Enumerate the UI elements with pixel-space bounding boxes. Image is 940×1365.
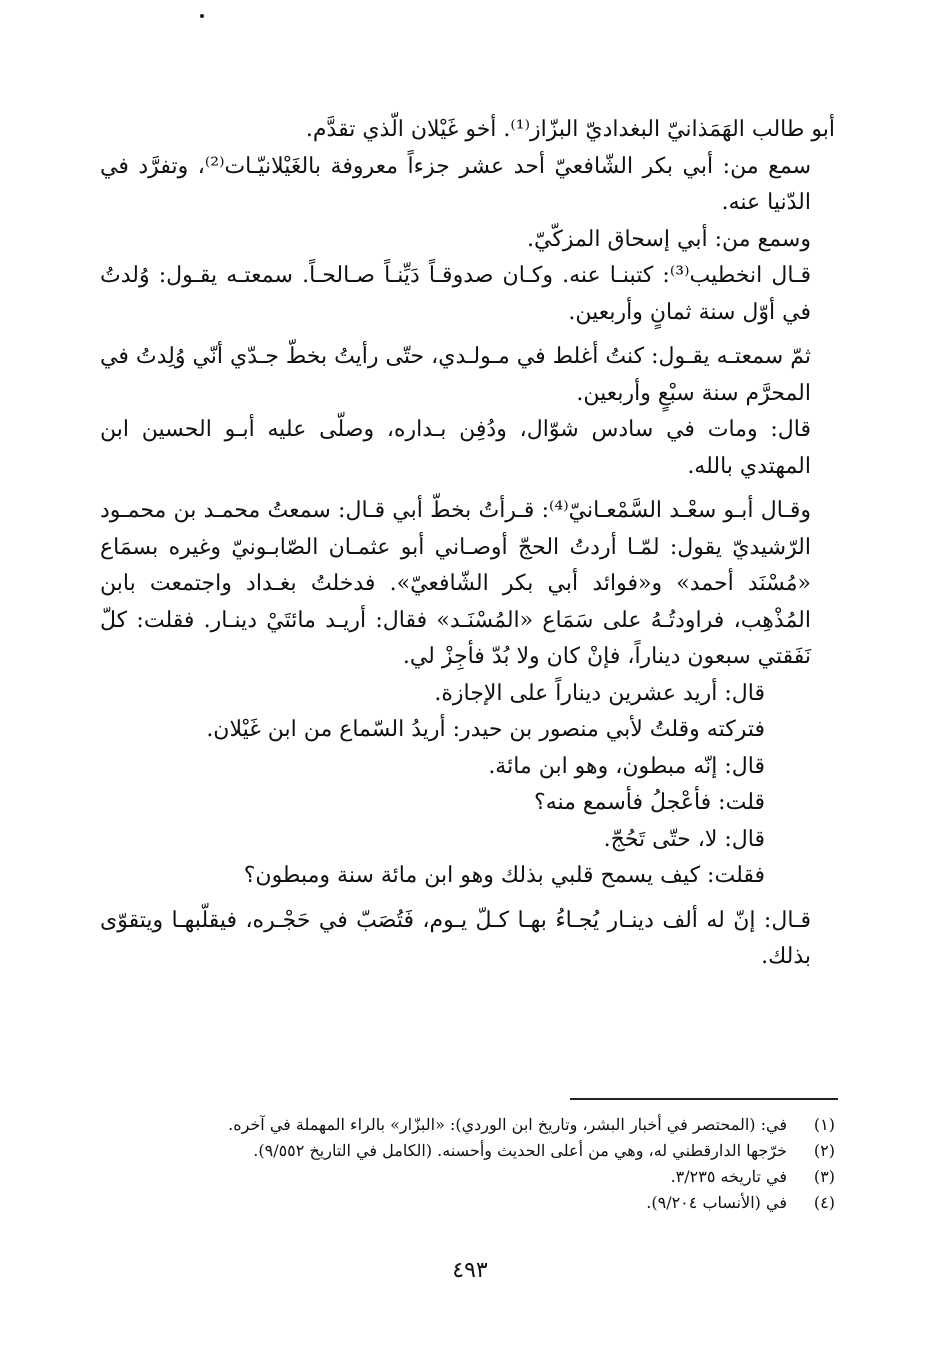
paragraph: قـال انخطيب⁽³⁾: كتبنـا عنه. وكـان صدوقـاً دَيِّنـاً صـالحـاً. سمعتـه يقـول: وُلدتُ في أوّل سنة ثمانٍ وأربعين. (100, 263, 811, 325)
footnote-number: (٣) (813, 1167, 835, 1186)
dialog-line: قلت: فأعْجلُ فأسمع منه؟ (534, 790, 765, 815)
dialog-line: قال: لا، حتّى تَحُجّ. (603, 826, 765, 852)
footnote (100, 1164, 835, 1190)
footnote-divider (570, 1098, 838, 1100)
footnote-text: في (الأنساب ٩/٢٠٤). (646, 1193, 787, 1212)
page-number: ٤٩٣ (452, 1258, 488, 1283)
dialog-line: فقلت: كيف يسمح قلبي بذلك وهو ابن مائة سنة ومبطون؟ (243, 863, 765, 888)
footnotes (100, 1112, 835, 1216)
paragraph: ثمّ سمعتـه يقـول: كنتُ أغلط في مـولـدي، حتّى رأيتُ بخطّ جـدّي أنّي وُلِدتُ في المحرَّم سنة سبْعٍ وأربعين. (100, 344, 811, 406)
stray-dot-mark (200, 14, 204, 18)
footnote-text: في تاريخه ٣/٢٣٥. (670, 1167, 787, 1186)
dialog-line: قال: أريد عشرين ديناراً على الإجازة. (434, 680, 765, 706)
footnote-text: في: (المحتصر في أخبار البشر، وتاريخ ابن الوردي): «البزّار» بالراء المهملة في آخره. (228, 1115, 787, 1134)
footnote-text: خرّجها الدارقطني له، وهي من أعلى الحديث وأحسنه. (الكامل في التاريخ ٩/٥٥٢). (253, 1141, 787, 1160)
paragraph: وسمع من: أبي إسحاق المزكّيّ. (527, 226, 811, 252)
paragraph: وقـال أبـو سعْـد السَّمْعـانيّ⁽⁴⁾: قـرأتُ بخطّ أبي قـال: سمعتُ محمـد بن محمـود الرّشيديّ يقول: لمّـا أردتُ الحجّ أوصـاني أبو عثمـان الصّابـونيّ وغيره بسمَاع «مُسْنَد أحمد» و«فوائد أبي بكر الشّافعيّ». فدخلتُ بغـداد واجتمعت بابن المُذْهِب، فراودتُـهُ على سَمَاع «المُسْنَـد» فقال: أريـد مائتَيْ دينـار. فقلت: كلّ نَفَقتي سبعون ديناراً، فإنْ كان ولا بُدّ فأجِزْ لي. (100, 498, 811, 669)
footnote (100, 1112, 835, 1138)
footnote (100, 1138, 835, 1164)
paragraph-heading-line: أبو طالب الهَمَذانيّ البغداديّ البزّاز⁽¹⁾. أخو غَيْلان الّذي تقدَّم. (305, 117, 835, 142)
footnote-number: (٤) (813, 1193, 835, 1212)
dialog-line: قال: إنّه مبطون، وهو ابن مائة. (488, 753, 765, 779)
paragraph: سمع من: أبي بكر الشّافعيّ أحد عشر جزءاً معروفة بالغَيْلانيّـات⁽²⁾، وتفرَّد في الدّنيا عنه. (100, 153, 811, 215)
footnote-number: (١) (813, 1115, 835, 1134)
main-text (100, 112, 835, 976)
paragraph: قال: ومات في سادس شوّال، ودُفِن بـداره، وصلّى عليه أبـو الحسين ابن المهتدي بالله. (100, 417, 811, 479)
dialog-line: فتركته وقلتُ لأبي منصور بن حيدر: أريدُ السّماع من ابن غَيْلان. (206, 717, 765, 742)
paragraph: قـال: إنّ له ألف دينـار يُجـاءُ بهـا كـلّ يـوم، فَتُصَبّ في حَجْـره، فيقلّبهـا ويتقوّى بذلك. (100, 907, 811, 969)
footnote (100, 1190, 835, 1216)
footnote-number: (٢) (813, 1141, 835, 1160)
